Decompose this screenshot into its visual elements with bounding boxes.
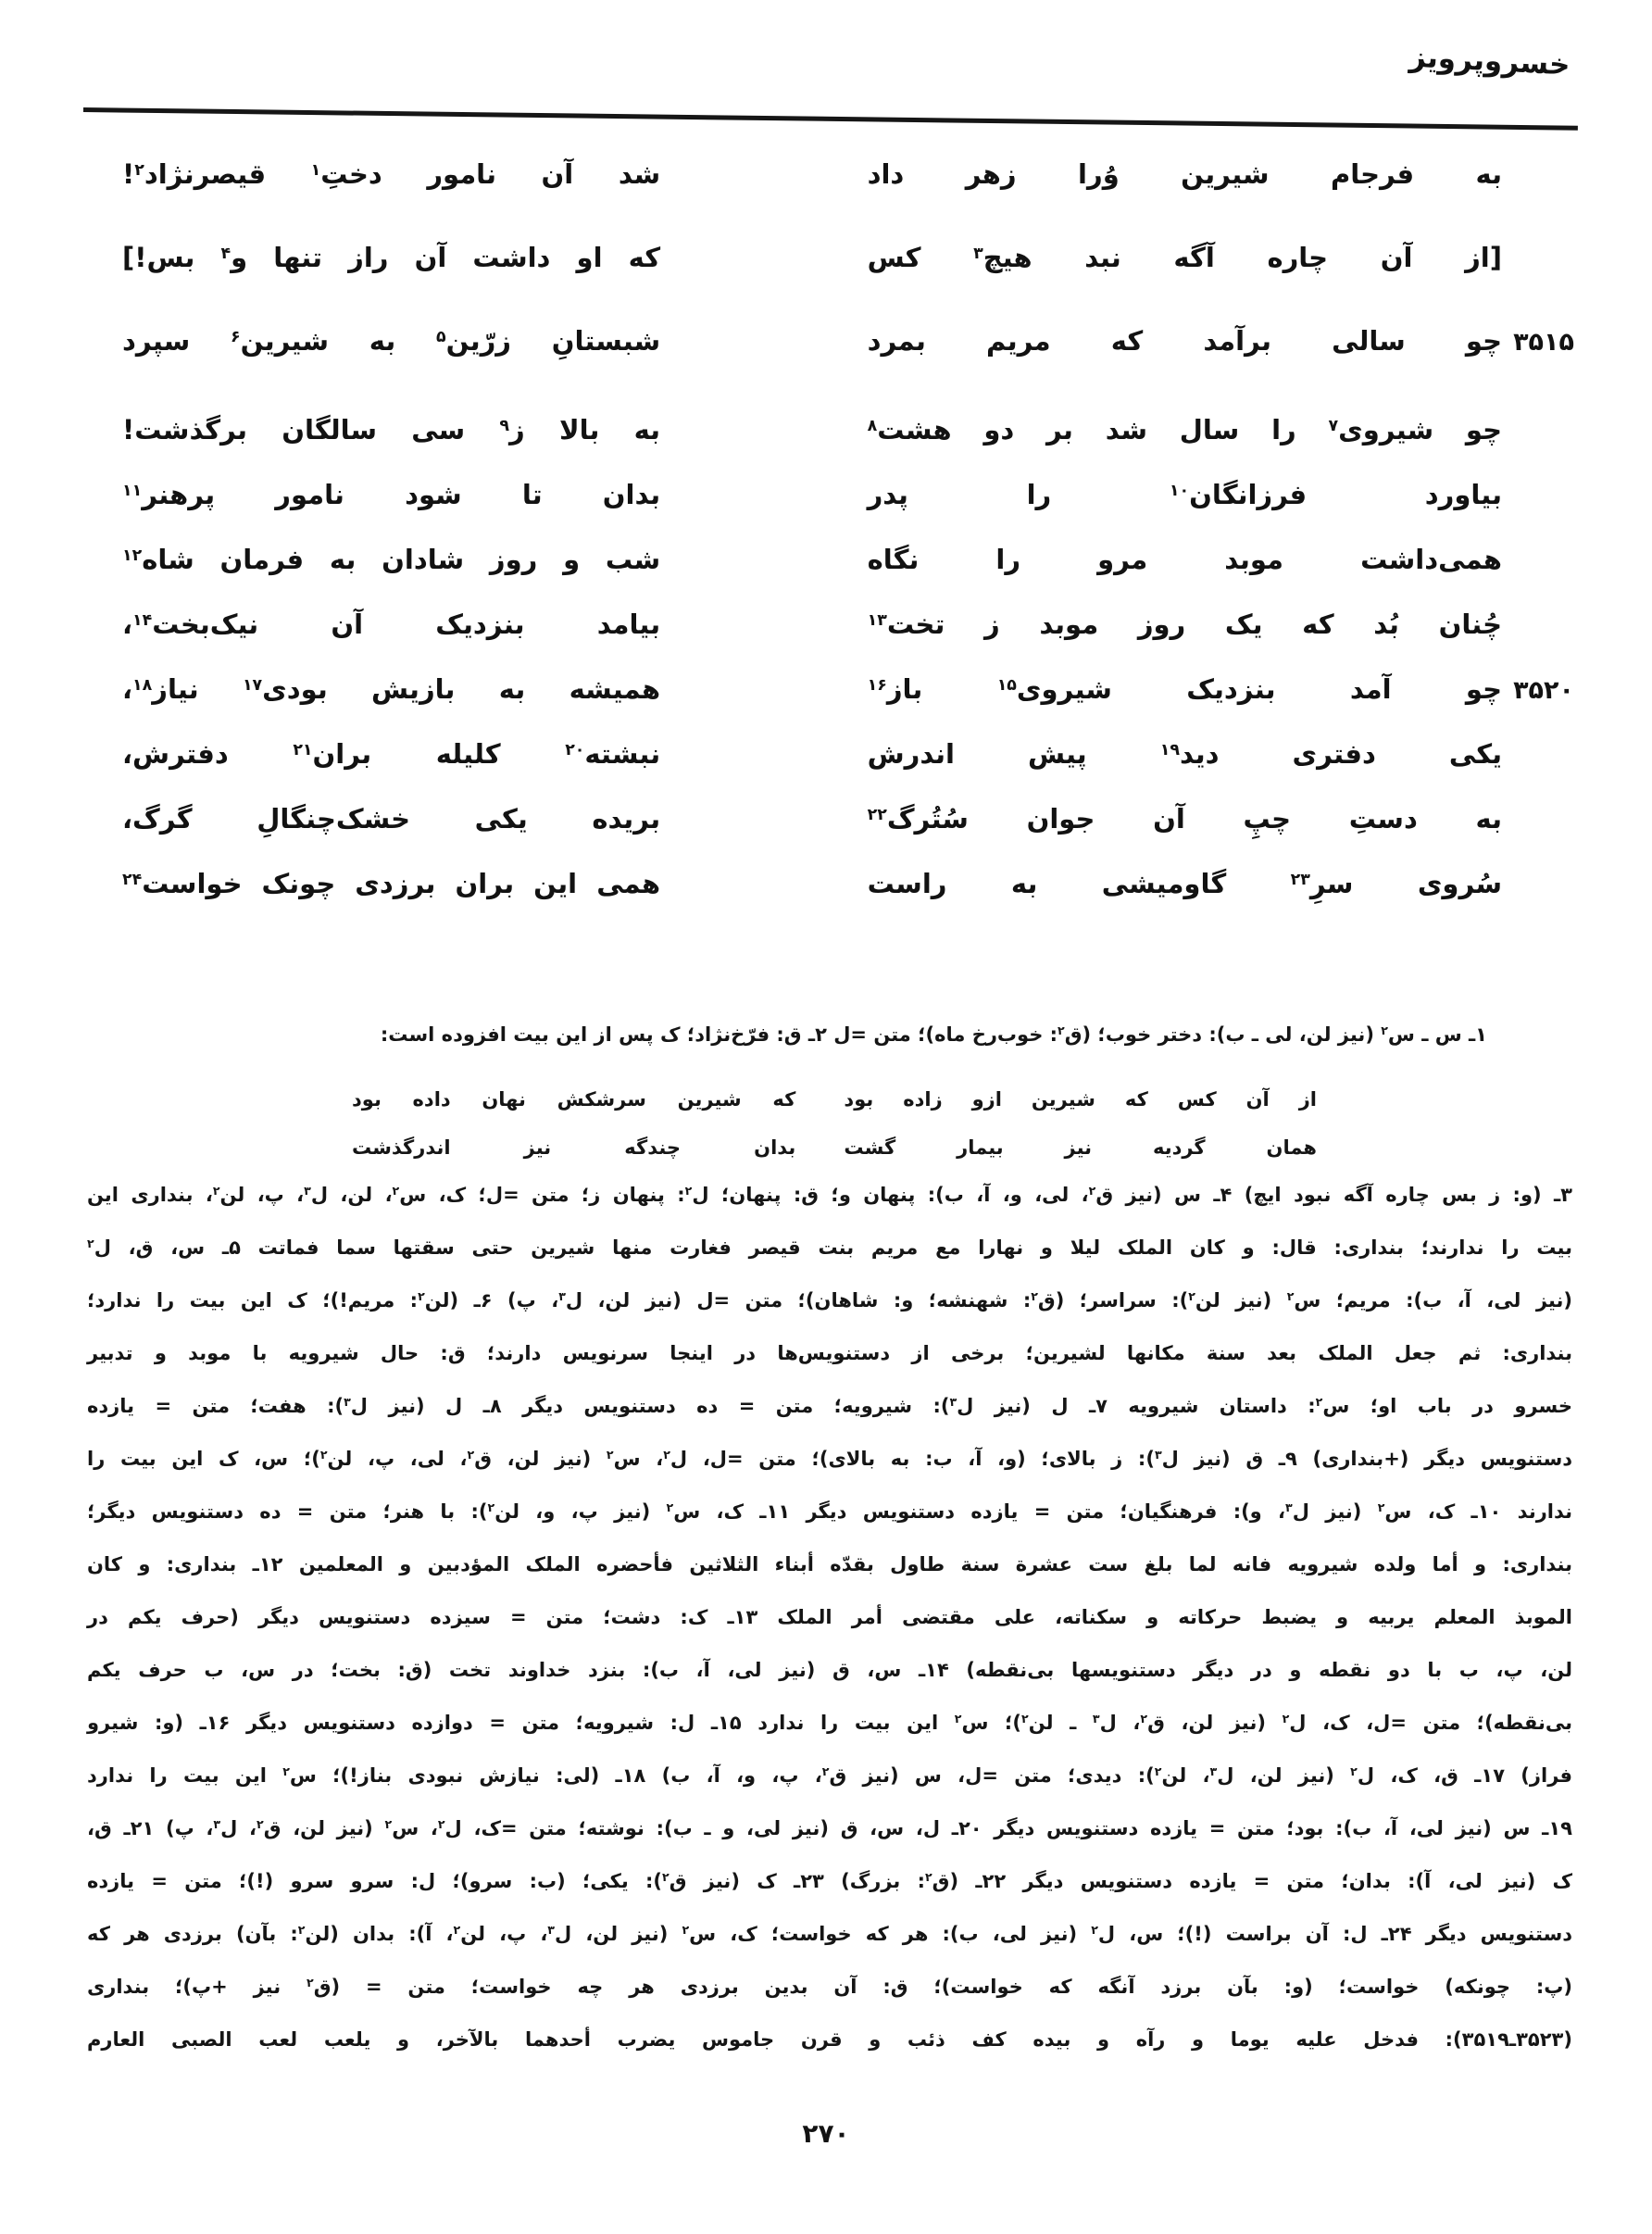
hemistich-first: چُنان بُد که یک روز موبد ز تخت$^{۱۳}$ xyxy=(867,609,1502,640)
footnote-line: (۳۵۲۳ـ۳۵۱۹): فدخل علیه یوما و رآه و بیده کف ذئب و قرن جاموس یضرب أحدهما بالآخر، و یلعب لعب الصبی العارم xyxy=(87,2028,1572,2051)
hemistich-first: یکی دفتری دید$^{۱۹}$ پیش اندرش xyxy=(867,738,1502,770)
hemistich-second: نبشته$^{۲۰}$ کلیله بران$^{۲۱}$ دفترش، xyxy=(122,738,661,770)
verse-number: ۳۵۲۰ xyxy=(1513,676,1574,705)
couplet-row xyxy=(122,239,1574,276)
apparatus-footnotes xyxy=(87,1021,1572,2079)
footnote-line: ک (نیز لی، آ): بدان؛ متن = یازده دستنویس دیگر ۲۲ـ (ق$^۲$: بزرگ) ۲۳ـ ک (نیز ق$^۲$): یکی؛ (ب: سرو)؛ ل: سرو سرو (!)؛ متن = یازده xyxy=(87,1870,1572,1892)
hemistich-first: به دستِ چپِ آن جوان سُتُرگ$^{۲۲}$ xyxy=(867,803,1502,835)
couplet-row xyxy=(122,735,1574,772)
footnote-line: بنداری: و أما ولده شیرویه فانه لما بلغ ست عشرة سنة طاول بقدّه أبناء الثلاثین فأحضره الملک المؤدبین و المعلمین ۱۲ـ بنداری: و کان xyxy=(87,1553,1572,1575)
footnote-hemistich-second: بدان چندگه نیز اندرگذشت xyxy=(352,1136,796,1159)
footnote-line: فراز) ۱۷ـ ق، ک، ل$^۲$ (نیز لن، ل$^۳$، لن$^۲$): دیدی؛ متن =ل، س (نیز ق$^۲$، پ، و، آ، ب) ۱۸ـ (لی: نیازش نبودی بناز!)؛ س$^۲$ این بیت را ندارد xyxy=(87,1764,1573,1787)
hemistich-second: همی این بران برزدی چونک خواست$^{۲۴}$ xyxy=(122,868,661,899)
hemistich-second: که او داشت آن راز تنها و$^۴$ بس!] xyxy=(122,242,661,273)
hemistich-second: همیشه به بازیش بودی$^{۱۷}$ نیاز$^{۱۸}$، xyxy=(122,673,661,705)
footnote-line: الموبذ المعلم یربیه و یضبط حرکاته و سکناته، علی مقتضی أمر الملک ۱۳ـ ک: دشت؛ متن = سیزده دستنویس دیگر (حرف یکم در xyxy=(87,1606,1572,1628)
hemistich-second: شبستانِ زرّین$^۵$ به شیرین$^۶$ سپرد xyxy=(122,325,661,357)
footnote-line: ندارند ۱۰ـ ک، س$^۲$ (نیز ل$^۳$، و): فرهنگیان؛ متن = یازده دستنویس دیگر ۱۱ـ ک، س$^۲$ (نیز پ، و، لن$^۲$): با هنر؛ متن = ده دستنویس دیگر؛ xyxy=(87,1500,1573,1523)
footnote-hemistich-second: که شیرین سرشکش نهان داده بود xyxy=(352,1088,796,1111)
hemistich-second: بدان تا شود نامور پرهنر$^{۱۱}$ xyxy=(122,479,661,510)
hemistich-second: بیامد بنزدیک آن نیک‌بخت$^{۱۴}$، xyxy=(122,609,661,640)
footnote-couplet-row xyxy=(87,1086,1572,1113)
footnote-couplet-row xyxy=(87,1134,1572,1161)
running-head-title: خسروپرویز xyxy=(1408,40,1571,82)
footnote-first-line: ۱ـ س ـ س$^۲$ (نیز لن، لی ـ ب): دختر خوب؛ (ق$^۲$: خوب‌رخ ماه)؛ متن =ل ۲ـ ق: فرّخ‌نژاد؛ ک پس از این بیت افزوده است: xyxy=(380,1023,1487,1046)
footnote-line: ۳ـ (و: ز بس چاره آگه نبود ایچ) ۴ـ س (نیز ق$^۲$، لی، و، آ، ب): پنهان و؛ ق: پنهان؛ ل$^۲$: پنهان ز؛ متن =ل؛ ک، س$^۲$، لن، ل$^۳$، پ، لن$^۲$، بنداری این xyxy=(87,1184,1572,1206)
hemistich-second: شد آن نامور دختِ$^۱$ قیصرنژاد$^۲$! xyxy=(122,158,661,190)
header-rule xyxy=(83,107,1578,131)
couplet-row xyxy=(122,865,1574,902)
couplet-row xyxy=(122,671,1574,708)
footnote-hemistich-first: همان گردیه نیز بیمار گشت xyxy=(844,1136,1317,1159)
hemistich-second: بریده یکی خشک‌چنگالِ گرگ، xyxy=(122,803,661,835)
hemistich-first: چو شیروی$^۷$ را سال شد بر دو هشت$^۸$ xyxy=(867,414,1502,446)
footnote-line: دستنویس دیگر (+بنداری) ۹ـ ق (نیز ل$^۳$): ز بالای؛ (و، آ، ب: به بالای)؛ متن =ل، ل$^۲$، س$^۲$ (نیز لن، ق$^۲$، لی، پ، لن$^۲$)؛ س، ک این بیت را xyxy=(87,1448,1573,1470)
couplet-row xyxy=(122,411,1574,448)
footnote-line: خسرو در باب او؛ س$^۲$: داستان شیرویه ۷ـ ل (نیز ل$^۳$): شیرویه؛ متن = ده دستنویس دیگر ۸ـ ل (نیز ل$^۳$): هفت؛ متن = یازده xyxy=(87,1395,1572,1417)
hemistich-first: [از آن چاره آگه نبد هیچ$^۳$ کس xyxy=(867,242,1502,273)
hemistich-first: به فرجام شیرین وُرا زهر داد xyxy=(867,158,1502,190)
footnote-line: بیت را ندارند؛ بنداری: قال: و کان الملک لیلا و نهارا مع مریم بنت قیصر فغارت منها شیرین حتی سقتها سما فماتت ۵ـ س، ق، ل$^۲$ xyxy=(87,1236,1572,1259)
hemistich-first: همی‌داشت موبد مرو را نگاه xyxy=(867,544,1502,575)
footnote-quoted-verses xyxy=(87,1086,1572,1161)
couplet-row xyxy=(122,156,1574,193)
footnote-line: (پ: چونکه) خواست؛ (و: بآن برزد آنگه که خواست)؛ ق: آن بدین برزدی هر چه خواست؛ متن = (ق$^۲$ نیز +پ)؛ بنداری xyxy=(87,1976,1572,1998)
page-number: ۲۷۰ xyxy=(802,2118,850,2149)
verse-number: ۳۵۱۵ xyxy=(1513,328,1574,357)
footnote-paragraph xyxy=(87,1182,1572,2053)
poem-block xyxy=(122,156,1574,930)
couplet-row xyxy=(122,800,1574,837)
couplet-row xyxy=(122,541,1574,578)
hemistich-first: بیاورد فرزانگان$^{۱۰}$ را پدر xyxy=(867,479,1503,510)
hemistich-second: به بالا ز$^۹$ سی سالگان برگذشت! xyxy=(122,414,661,446)
couplet-row xyxy=(122,322,1574,359)
hemistich-first: چو سالی برآمد که مریم بمرد xyxy=(867,325,1502,357)
hemistich-second: شب و روز شادان به فرمان شاه$^{۱۲}$ xyxy=(122,544,661,575)
hemistich-first: سُروی سرِ$^{۲۳}$ گاومیشی به راست xyxy=(867,868,1502,899)
couplet-row xyxy=(122,476,1574,513)
footnote-line: ۱۹ـ س (نیز لی، آ، ب): بود؛ متن = یازده دستنویس دیگر ۲۰ـ ل، س، ق (نیز لی، و ـ ب): نوشته؛ متن =ک، ل$^۲$، س$^۲$ (نیز لن، ق$^۲$، ل$^۳$، پ) ۲۱ـ ق، xyxy=(87,1817,1572,1839)
footnote-line: دستنویس دیگر ۲۴ـ ل: آن براست (!)؛ س، ل$^۲$ (نیز لی، ب): هر که خواست؛ ک، س$^۲$ (نیز لن، ل$^۳$، پ، لن$^۲$، آ): بدان (لن$^۲$: بآن) برزدی هر که xyxy=(87,1923,1572,1945)
footnote-line: (نیز لی، آ، ب): مریم؛ س$^۲$ (نیز لن$^۲$): سراسر؛ (ق$^۲$: شهنشه؛ و: شاهان)؛ متن =ل (نیز لن، ل$^۳$، پ) ۶ـ (لن$^۲$: مریم!)؛ ک این بیت را ندارد؛ xyxy=(87,1289,1572,1312)
footnote-line: لن، پ، ب با دو نقطه و در دیگر دستنویسها بی‌نقطه) ۱۴ـ س، ق (نیز لی، آ، ب): بنزد خداوند تخت (ق: بخت؛ در س، ب حرف یکم xyxy=(87,1659,1572,1681)
couplet-row xyxy=(122,606,1574,643)
footnote-line: بنداری: ثم جعل الملک بعد سنة مکانها لشیرین؛ برخی از دستنویس‌ها در اینجا سرنویس دارند؛ ق: حال شیرویه با موبد و تدبیر xyxy=(87,1342,1572,1364)
hemistich-first: چو آمد بنزدیک شیروی$^{۱۵}$ باز$^{۱۶}$ xyxy=(867,673,1502,705)
footnote-line: بی‌نقطه)؛ متن =ل، ک، ل$^۲$ (نیز لن، ق$^۲$، ل$^۳$ ـ لن$^۲$)؛ س$^۲$ این بیت را ندارد ۱۵ـ ل: شیرویه؛ متن = دوازده دستنویس دیگر ۱۶ـ (و: شیرو xyxy=(87,1712,1572,1734)
footnote-hemistich-first: از آن کس که شیرین ازو زاده بود xyxy=(844,1088,1317,1111)
